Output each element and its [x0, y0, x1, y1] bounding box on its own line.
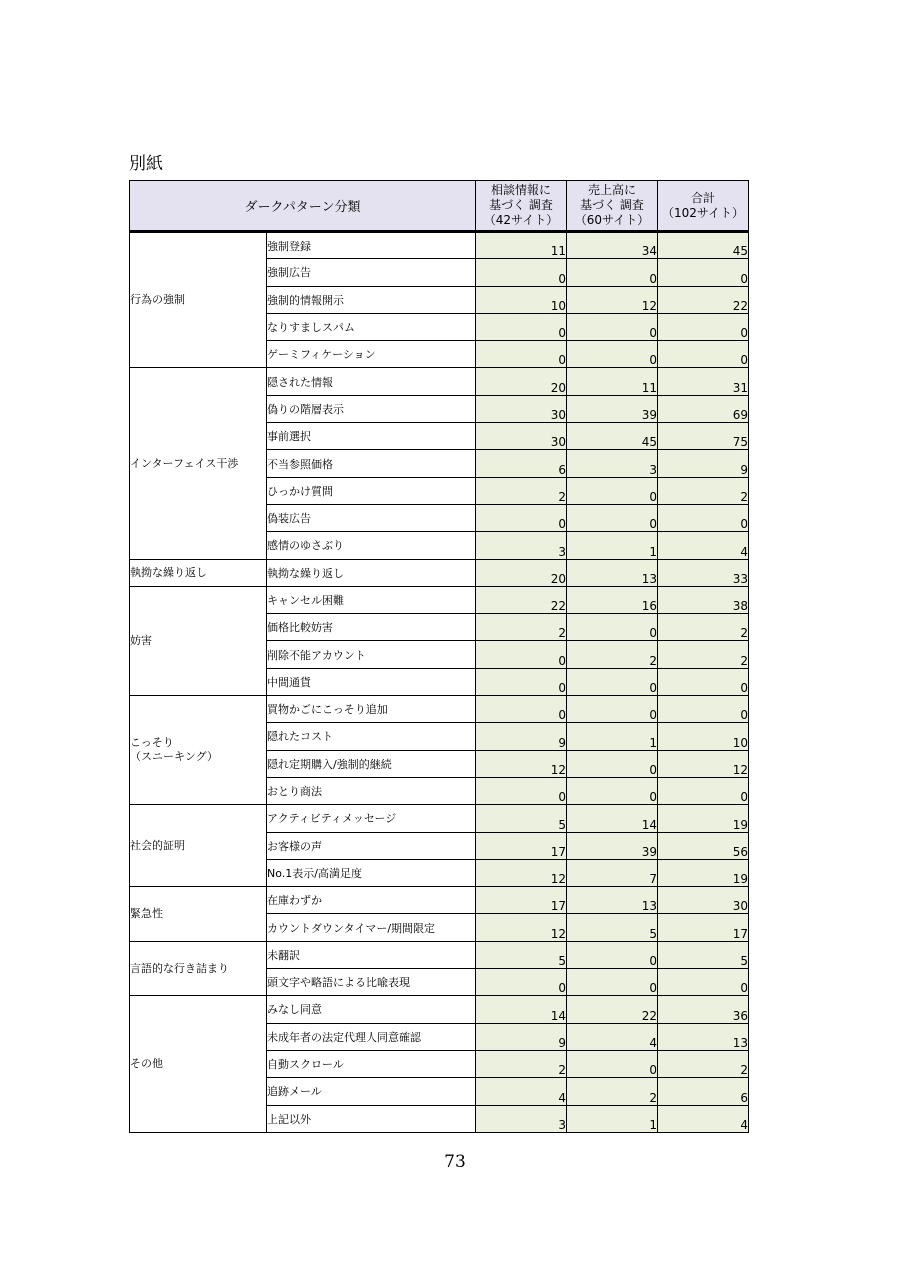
sales-count-cell: 39: [567, 395, 658, 422]
sales-count-cell: 22: [567, 996, 658, 1023]
consultation-count-cell: 2: [476, 477, 567, 504]
pattern-name-cell: 執拗な繰り返し: [267, 559, 476, 586]
consultation-count-cell: 12: [476, 750, 567, 777]
pattern-name-cell: お客様の声: [267, 832, 476, 859]
table-row: [130, 368, 749, 395]
pattern-name-cell: 強制登録: [267, 232, 476, 259]
total-count-cell: 0: [658, 696, 749, 723]
category-cell: 言語的な行き詰まり: [130, 941, 267, 996]
pattern-name-cell: 隠された情報: [267, 368, 476, 395]
total-count-cell: 33: [658, 559, 749, 586]
consultation-count-cell: 9: [476, 1023, 567, 1050]
sales-count-cell: 11: [567, 368, 658, 395]
consultation-count-cell: 0: [476, 259, 567, 286]
sales-count-cell: 14: [567, 805, 658, 832]
consultation-count-cell: 20: [476, 368, 567, 395]
sales-count-cell: 13: [567, 559, 658, 586]
consultation-count-cell: 2: [476, 614, 567, 641]
category-cell: 社会的証明: [130, 805, 267, 887]
total-count-cell: 38: [658, 586, 749, 613]
table-row: [130, 559, 749, 586]
total-count-cell: 0: [658, 969, 749, 996]
pattern-name-cell: No.1表示/高満足度: [267, 859, 476, 886]
consultation-count-cell: 20: [476, 559, 567, 586]
sales-count-cell: 45: [567, 423, 658, 450]
sales-count-cell: 3: [567, 450, 658, 477]
category-cell: インターフェイス干渉: [130, 368, 267, 559]
header-col2-line3: （60サイト）: [574, 213, 650, 227]
pattern-name-cell: なりすましスパム: [267, 313, 476, 340]
total-count-cell: 2: [658, 641, 749, 668]
consultation-count-cell: 5: [476, 805, 567, 832]
category-cell: 執拗な繰り返し: [130, 559, 267, 586]
page-number: 73: [444, 1152, 466, 1172]
total-count-cell: 0: [658, 504, 749, 531]
total-count-cell: 0: [658, 259, 749, 286]
sales-count-cell: 2: [567, 641, 658, 668]
total-count-cell: 19: [658, 859, 749, 886]
table-row: [130, 941, 749, 968]
pattern-name-cell: 削除不能アカウント: [267, 641, 476, 668]
sales-count-cell: 7: [567, 859, 658, 886]
category-cell: 行為の強制: [130, 232, 267, 368]
total-count-cell: 2: [658, 614, 749, 641]
sales-count-cell: 16: [567, 586, 658, 613]
category-cell: 緊急性: [130, 887, 267, 942]
total-count-cell: 36: [658, 996, 749, 1023]
pattern-name-cell: 買物かごにこっそり追加: [267, 696, 476, 723]
sales-count-cell: 12: [567, 286, 658, 313]
header-col3-line2: （102サイト）: [661, 205, 745, 220]
consultation-count-cell: 0: [476, 641, 567, 668]
consultation-count-cell: 0: [476, 969, 567, 996]
pattern-name-cell: 追跡メール: [267, 1078, 476, 1105]
category-cell: その他: [130, 996, 267, 1132]
header-total: [658, 181, 749, 232]
pattern-name-cell: 不当参照価格: [267, 450, 476, 477]
total-count-cell: 56: [658, 832, 749, 859]
total-count-cell: 30: [658, 887, 749, 914]
total-count-cell: 22: [658, 286, 749, 313]
table-row: [130, 996, 749, 1023]
sales-count-cell: 0: [567, 1050, 658, 1077]
sales-count-cell: 0: [567, 341, 658, 368]
pattern-name-cell: 強制広告: [267, 259, 476, 286]
sales-count-cell: 1: [567, 1105, 658, 1132]
pattern-name-cell: 事前選択: [267, 423, 476, 450]
consultation-count-cell: 0: [476, 777, 567, 804]
pattern-name-cell: アクティビティメッセージ: [267, 805, 476, 832]
pattern-name-cell: ゲーミフィケーション: [267, 341, 476, 368]
sales-count-cell: 1: [567, 723, 658, 750]
sales-count-cell: 2: [567, 1078, 658, 1105]
pattern-name-cell: 頭文字や略語による比喩表現: [267, 969, 476, 996]
sales-count-cell: 0: [567, 504, 658, 531]
pattern-name-cell: 隠れ定期購入/強制的継続: [267, 750, 476, 777]
header-col1-line1: 相談情報に: [490, 183, 551, 197]
consultation-count-cell: 0: [476, 504, 567, 531]
consultation-count-cell: 5: [476, 941, 567, 968]
total-count-cell: 13: [658, 1023, 749, 1050]
category-cell: 妨害: [130, 586, 267, 695]
header-col1-line2: 基づく 調査: [489, 198, 553, 212]
sales-count-cell: 13: [567, 887, 658, 914]
sales-count-cell: 0: [567, 259, 658, 286]
pattern-name-cell: 隠れたコスト: [267, 723, 476, 750]
pattern-name-cell: 自動スクロール: [267, 1050, 476, 1077]
sales-count-cell: 0: [567, 313, 658, 340]
sales-count-cell: 39: [567, 832, 658, 859]
total-count-cell: 0: [658, 777, 749, 804]
pattern-name-cell: おとり商法: [267, 777, 476, 804]
header-col3-line1: 合計: [690, 190, 715, 205]
total-count-cell: 0: [658, 313, 749, 340]
total-count-cell: 31: [658, 368, 749, 395]
total-count-cell: 0: [658, 668, 749, 695]
sales-count-cell: 0: [567, 941, 658, 968]
pattern-name-cell: 上記以外: [267, 1105, 476, 1132]
header-col2-line1: 売上高に: [587, 183, 636, 197]
consultation-count-cell: 14: [476, 996, 567, 1023]
total-count-cell: 5: [658, 941, 749, 968]
header-col1-line3: （42サイト）: [483, 213, 559, 227]
total-count-cell: 17: [658, 914, 749, 941]
consultation-count-cell: 30: [476, 395, 567, 422]
document-label: 別紙: [129, 154, 163, 174]
sales-count-cell: 0: [567, 477, 658, 504]
consultation-count-cell: 22: [476, 586, 567, 613]
consultation-count-cell: 10: [476, 286, 567, 313]
header-sales-survey: [567, 181, 658, 232]
sales-count-cell: 0: [567, 969, 658, 996]
table-row: [130, 586, 749, 613]
pattern-name-cell: ひっかけ質問: [267, 477, 476, 504]
pattern-name-cell: 強制的情報開示: [267, 286, 476, 313]
sales-count-cell: 0: [567, 668, 658, 695]
consultation-count-cell: 17: [476, 832, 567, 859]
sales-count-cell: 4: [567, 1023, 658, 1050]
pattern-name-cell: 感情のゆさぶり: [267, 532, 476, 559]
total-count-cell: 69: [658, 395, 749, 422]
total-count-cell: 6: [658, 1078, 749, 1105]
pattern-name-cell: 偽りの階層表示: [267, 395, 476, 422]
consultation-count-cell: 3: [476, 1105, 567, 1132]
total-count-cell: 4: [658, 1105, 749, 1132]
table-header-row: [130, 181, 749, 232]
total-count-cell: 19: [658, 805, 749, 832]
total-count-cell: 2: [658, 1050, 749, 1077]
header-consultation-survey: [476, 181, 567, 232]
consultation-count-cell: 17: [476, 887, 567, 914]
pattern-name-cell: 価格比較妨害: [267, 614, 476, 641]
total-count-cell: 12: [658, 750, 749, 777]
total-count-cell: 4: [658, 532, 749, 559]
sales-count-cell: 5: [567, 914, 658, 941]
pattern-name-cell: カウントダウンタイマー/期間限定: [267, 914, 476, 941]
header-category: ダークパターン分類: [130, 181, 476, 232]
consultation-count-cell: 11: [476, 232, 567, 259]
consultation-count-cell: 2: [476, 1050, 567, 1077]
consultation-count-cell: 0: [476, 696, 567, 723]
consultation-count-cell: 12: [476, 914, 567, 941]
consultation-count-cell: 12: [476, 859, 567, 886]
pattern-name-cell: 偽装広告: [267, 504, 476, 531]
pattern-name-cell: キャンセル困難: [267, 586, 476, 613]
category-cell: こっそり （スニーキング）: [130, 696, 267, 805]
sales-count-cell: 0: [567, 777, 658, 804]
pattern-name-cell: 中間通貨: [267, 668, 476, 695]
pattern-name-cell: みなし同意: [267, 996, 476, 1023]
total-count-cell: 45: [658, 232, 749, 259]
consultation-count-cell: 0: [476, 668, 567, 695]
table-row: [130, 232, 749, 259]
consultation-count-cell: 9: [476, 723, 567, 750]
pattern-name-cell: 在庫わずか: [267, 887, 476, 914]
table-body: [130, 232, 749, 1133]
pattern-name-cell: 未翻訳: [267, 941, 476, 968]
dark-pattern-table: [129, 180, 749, 1133]
consultation-count-cell: 0: [476, 341, 567, 368]
sales-count-cell: 34: [567, 232, 658, 259]
table-row: [130, 887, 749, 914]
consultation-count-cell: 0: [476, 313, 567, 340]
header-col2-line2: 基づく 調査: [580, 198, 644, 212]
total-count-cell: 75: [658, 423, 749, 450]
sales-count-cell: 0: [567, 614, 658, 641]
sales-count-cell: 1: [567, 532, 658, 559]
sales-count-cell: 0: [567, 750, 658, 777]
consultation-count-cell: 3: [476, 532, 567, 559]
table-row: [130, 805, 749, 832]
table-row: [130, 696, 749, 723]
total-count-cell: 0: [658, 341, 749, 368]
total-count-cell: 9: [658, 450, 749, 477]
consultation-count-cell: 30: [476, 423, 567, 450]
pattern-name-cell: 未成年者の法定代理人同意確認: [267, 1023, 476, 1050]
total-count-cell: 2: [658, 477, 749, 504]
consultation-count-cell: 4: [476, 1078, 567, 1105]
consultation-count-cell: 6: [476, 450, 567, 477]
total-count-cell: 10: [658, 723, 749, 750]
sales-count-cell: 0: [567, 696, 658, 723]
